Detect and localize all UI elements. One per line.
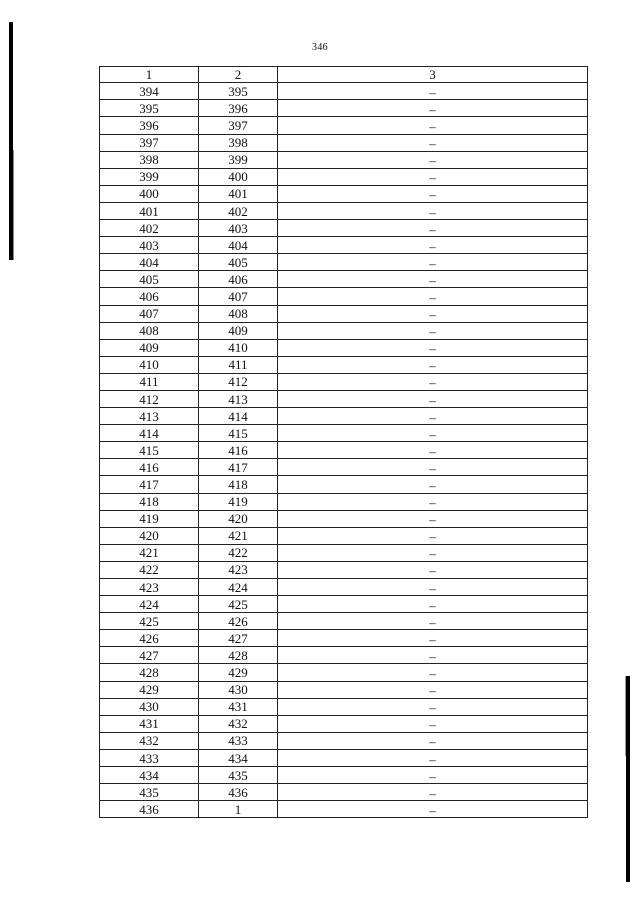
cell-col-3	[278, 390, 588, 407]
table-row	[100, 732, 588, 749]
cell-col-1: 429	[100, 681, 199, 698]
cell-col-2: 396	[199, 100, 278, 117]
cell-col-1: 400	[100, 185, 199, 202]
cell-col-3	[278, 784, 588, 801]
dash-mark: –	[429, 802, 436, 818]
column-header: 2	[199, 67, 278, 83]
cell-col-2: 431	[199, 698, 278, 715]
column-header: 1	[100, 67, 199, 83]
dash-mark: –	[429, 84, 436, 100]
cell-col-2: 435	[199, 767, 278, 784]
cell-col-1: 408	[100, 322, 199, 339]
cell-col-2: 415	[199, 425, 278, 442]
cell-col-3	[278, 493, 588, 510]
cell-col-2: 433	[199, 732, 278, 749]
cell-col-1: 422	[100, 561, 199, 578]
table-row	[100, 425, 588, 442]
table-row	[100, 596, 588, 613]
cell-col-1: 394	[100, 83, 199, 100]
dash-mark: –	[429, 375, 436, 391]
table-row	[100, 664, 588, 681]
cell-col-2: 414	[199, 408, 278, 425]
cell-col-2: 410	[199, 339, 278, 356]
cell-col-1: 427	[100, 647, 199, 664]
table-row	[100, 630, 588, 647]
cell-col-3	[278, 579, 588, 596]
cell-col-1: 406	[100, 288, 199, 305]
table-row	[100, 237, 588, 254]
cell-col-3	[278, 527, 588, 544]
dash-mark: –	[429, 495, 436, 511]
table-row	[100, 493, 588, 510]
cell-col-1: 420	[100, 527, 199, 544]
table-row	[100, 134, 588, 151]
table-row	[100, 356, 588, 373]
table-row	[100, 151, 588, 168]
dash-mark: –	[429, 170, 436, 186]
cell-col-3	[278, 664, 588, 681]
dash-mark: –	[429, 751, 436, 767]
cell-col-2: 430	[199, 681, 278, 698]
table-row	[100, 83, 588, 100]
table-row	[100, 715, 588, 732]
dash-mark: –	[429, 529, 436, 545]
cell-col-2: 424	[199, 579, 278, 596]
dash-mark: –	[429, 324, 436, 340]
cell-col-1: 424	[100, 596, 199, 613]
table-row	[100, 168, 588, 185]
cell-col-3	[278, 425, 588, 442]
cell-col-1: 404	[100, 254, 199, 271]
cell-col-2: 402	[199, 202, 278, 219]
dash-mark: –	[429, 631, 436, 647]
cell-col-3	[278, 185, 588, 202]
cell-col-2: 429	[199, 664, 278, 681]
dash-mark: –	[429, 392, 436, 408]
cell-col-3	[278, 117, 588, 134]
cell-col-1: 412	[100, 390, 199, 407]
cell-col-3	[278, 305, 588, 322]
cell-col-1: 414	[100, 425, 199, 442]
dash-mark: –	[429, 478, 436, 493]
dash-mark: –	[429, 648, 436, 664]
cell-col-1: 413	[100, 408, 199, 425]
table-row	[100, 220, 588, 237]
cell-col-2: 408	[199, 305, 278, 322]
dash-mark: –	[429, 358, 436, 374]
cell-col-2: 399	[199, 151, 278, 168]
cell-col-3	[278, 630, 588, 647]
data-table	[99, 66, 588, 818]
dash-mark: –	[429, 580, 436, 596]
cell-col-3	[278, 237, 588, 254]
table-row	[100, 579, 588, 596]
cell-col-2: 1	[199, 801, 278, 818]
cell-col-2: 427	[199, 630, 278, 647]
dash-mark: –	[429, 683, 436, 699]
cell-col-2: 420	[199, 510, 278, 527]
dash-mark: –	[429, 460, 436, 476]
cell-col-1: 399	[100, 168, 199, 185]
cell-col-2: 421	[199, 527, 278, 544]
cell-col-1: 419	[100, 510, 199, 527]
cell-col-1: 410	[100, 356, 199, 373]
table-row	[100, 527, 588, 544]
dash-mark: –	[429, 187, 436, 203]
cell-col-3	[278, 715, 588, 732]
dash-mark: –	[429, 238, 436, 254]
cell-col-2: 432	[199, 715, 278, 732]
cell-col-3	[278, 442, 588, 459]
dash-mark: –	[429, 101, 436, 117]
dash-mark: –	[429, 255, 436, 271]
table-row	[100, 544, 588, 561]
table-row	[100, 749, 588, 766]
table-row	[100, 373, 588, 390]
table-row	[100, 390, 588, 407]
dash-mark: –	[429, 785, 436, 801]
cell-col-1: 430	[100, 698, 199, 715]
dash-mark: –	[429, 409, 436, 425]
cell-col-1: 396	[100, 117, 199, 134]
dash-mark: –	[429, 443, 436, 459]
cell-col-1: 425	[100, 613, 199, 630]
cell-col-2: 426	[199, 613, 278, 630]
table-row	[100, 510, 588, 527]
cell-col-2: 412	[199, 373, 278, 390]
dash-mark: –	[429, 546, 436, 562]
table-row	[100, 117, 588, 134]
dash-mark: –	[429, 307, 436, 323]
cell-col-2: 407	[199, 288, 278, 305]
cell-col-3	[278, 373, 588, 390]
dash-mark: –	[429, 597, 436, 613]
cell-col-3	[278, 322, 588, 339]
cell-col-3	[278, 83, 588, 100]
cell-col-3	[278, 749, 588, 766]
table-row	[100, 613, 588, 630]
cell-col-2: 434	[199, 749, 278, 766]
cell-col-1: 415	[100, 442, 199, 459]
cell-col-3	[278, 100, 588, 117]
cell-col-3	[278, 596, 588, 613]
cell-col-3	[278, 202, 588, 219]
table-row	[100, 305, 588, 322]
scan-edge-left-shadow	[13, 150, 14, 260]
cell-col-2: 395	[199, 83, 278, 100]
table-row	[100, 185, 588, 202]
cell-col-1: 421	[100, 544, 199, 561]
dash-mark: –	[429, 666, 436, 682]
cell-col-3	[278, 288, 588, 305]
cell-col-1: 418	[100, 493, 199, 510]
cell-col-2: 428	[199, 647, 278, 664]
cell-col-1: 395	[100, 100, 199, 117]
dash-mark: –	[429, 221, 436, 237]
cell-col-3	[278, 168, 588, 185]
cell-col-3	[278, 151, 588, 168]
table-row	[100, 271, 588, 288]
table-row	[100, 801, 588, 818]
dash-mark: –	[429, 119, 436, 135]
dash-mark: –	[429, 614, 436, 630]
cell-col-3	[278, 356, 588, 373]
table-row	[100, 647, 588, 664]
dash-mark: –	[429, 512, 436, 528]
table-row	[100, 561, 588, 578]
cell-col-2: 419	[199, 493, 278, 510]
page-number: 346	[312, 42, 328, 53]
cell-col-3	[278, 647, 588, 664]
dash-mark: –	[429, 272, 436, 288]
table-row	[100, 459, 588, 476]
cell-col-3	[278, 544, 588, 561]
cell-col-1: 403	[100, 237, 199, 254]
cell-col-3	[278, 476, 588, 493]
cell-col-3	[278, 732, 588, 749]
cell-col-1: 434	[100, 767, 199, 784]
table-row	[100, 681, 588, 698]
cell-col-3	[278, 767, 588, 784]
cell-col-1: 405	[100, 271, 199, 288]
dash-mark: –	[429, 563, 436, 579]
cell-col-1: 432	[100, 732, 199, 749]
cell-col-2: 409	[199, 322, 278, 339]
table-row	[100, 767, 588, 784]
cell-col-3	[278, 134, 588, 151]
cell-col-1: 426	[100, 630, 199, 647]
cell-col-2: 406	[199, 271, 278, 288]
cell-col-2: 411	[199, 356, 278, 373]
table-row	[100, 784, 588, 801]
table-row	[100, 100, 588, 117]
table-row	[100, 698, 588, 715]
dash-mark: –	[429, 341, 436, 357]
cell-col-2: 400	[199, 168, 278, 185]
cell-col-3	[278, 339, 588, 356]
cell-col-1: 409	[100, 339, 199, 356]
cell-col-2: 404	[199, 237, 278, 254]
scan-edge-right	[626, 676, 630, 882]
cell-col-1: 398	[100, 151, 199, 168]
cell-col-1: 431	[100, 715, 199, 732]
cell-col-2: 401	[199, 185, 278, 202]
table-header-row	[100, 67, 588, 83]
cell-col-1: 411	[100, 373, 199, 390]
table-row	[100, 442, 588, 459]
cell-col-3	[278, 408, 588, 425]
cell-col-3	[278, 801, 588, 818]
dash-mark: –	[429, 204, 436, 220]
cell-col-3	[278, 613, 588, 630]
cell-col-2: 417	[199, 459, 278, 476]
table-row	[100, 408, 588, 425]
cell-col-2: 418	[199, 476, 278, 493]
scan-edge-right-shadow	[625, 676, 626, 756]
cell-col-1: 436	[100, 801, 199, 818]
cell-col-2: 422	[199, 544, 278, 561]
table-row	[100, 202, 588, 219]
cell-col-2: 405	[199, 254, 278, 271]
cell-col-3	[278, 561, 588, 578]
cell-col-2: 423	[199, 561, 278, 578]
cell-col-3	[278, 681, 588, 698]
cell-col-3	[278, 698, 588, 715]
cell-col-2: 425	[199, 596, 278, 613]
dash-mark: –	[429, 768, 436, 784]
cell-col-2: 413	[199, 390, 278, 407]
cell-col-2: 416	[199, 442, 278, 459]
cell-col-1: 423	[100, 579, 199, 596]
column-header: 3	[278, 67, 588, 83]
dash-mark: –	[429, 717, 436, 733]
dash-mark: –	[429, 289, 436, 305]
cell-col-3	[278, 510, 588, 527]
cell-col-2: 398	[199, 134, 278, 151]
cell-col-1: 417	[100, 476, 199, 493]
table-body	[100, 83, 588, 818]
cell-col-1: 416	[100, 459, 199, 476]
dash-mark: –	[429, 734, 436, 750]
cell-col-1: 397	[100, 134, 199, 151]
table-row	[100, 339, 588, 356]
table-row	[100, 322, 588, 339]
cell-col-2: 397	[199, 117, 278, 134]
table-row	[100, 288, 588, 305]
cell-col-1: 402	[100, 220, 199, 237]
cell-col-3	[278, 254, 588, 271]
cell-col-3	[278, 271, 588, 288]
cell-col-2: 436	[199, 784, 278, 801]
cell-col-1: 433	[100, 749, 199, 766]
table-row	[100, 254, 588, 271]
cell-col-1: 401	[100, 202, 199, 219]
dash-mark: –	[429, 700, 436, 716]
cell-col-3	[278, 220, 588, 237]
cell-col-1: 435	[100, 784, 199, 801]
cell-col-1: 428	[100, 664, 199, 681]
dash-mark: –	[429, 153, 436, 169]
cell-col-2: 403	[199, 220, 278, 237]
cell-col-1: 407	[100, 305, 199, 322]
table-row	[100, 476, 588, 493]
dash-mark: –	[429, 426, 436, 442]
cell-col-3	[278, 459, 588, 476]
dash-mark: –	[429, 136, 436, 152]
